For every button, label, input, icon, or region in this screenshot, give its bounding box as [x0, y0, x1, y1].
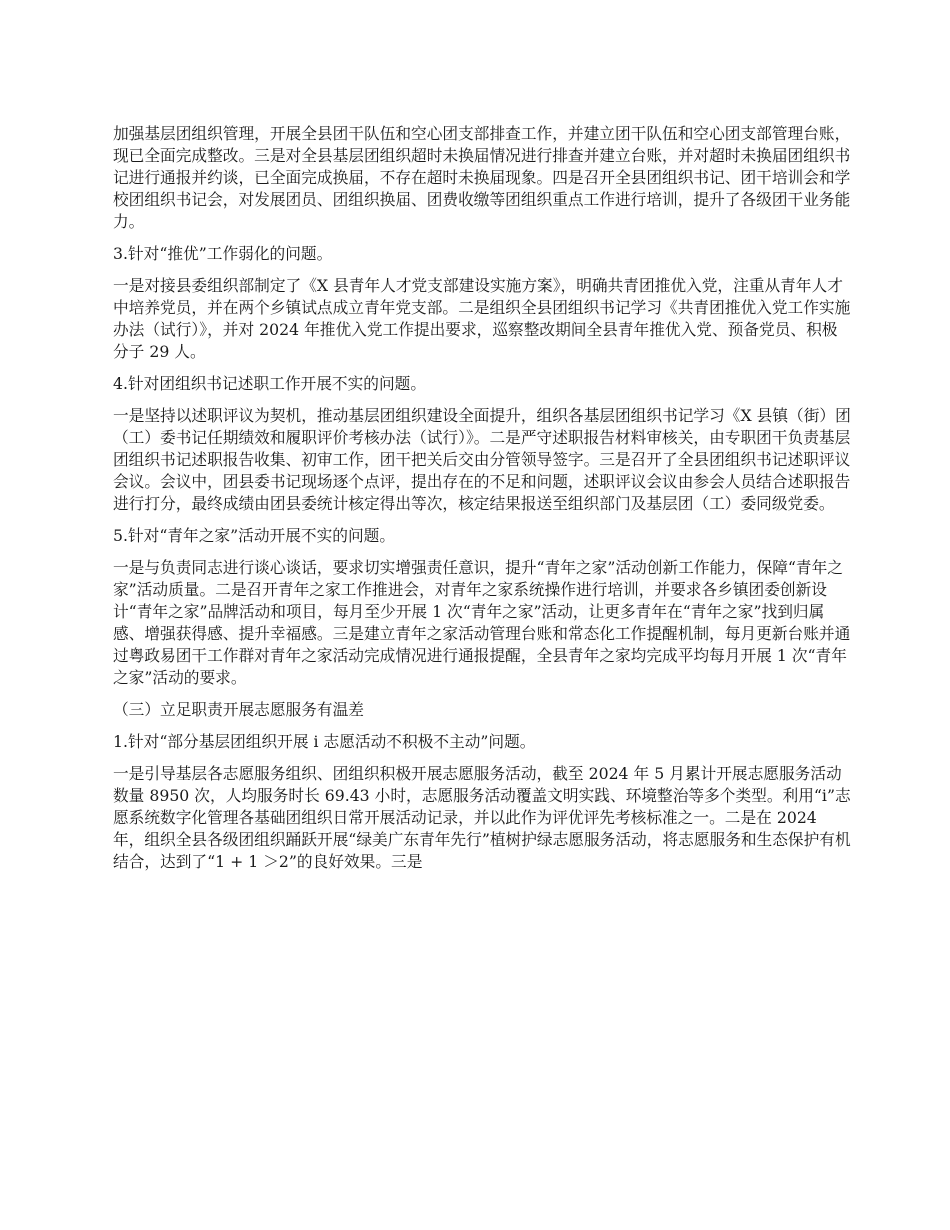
- section-heading-4: 4.针对团组织书记述职工作开展不实的问题。: [113, 374, 427, 393]
- section-heading-5: 5.针对“青年之家”活动开展不实的问题。: [113, 526, 396, 545]
- paragraph-4: 一是与负责同志进行谈心谈话，要求切实增强责任意识，提升“青年之家”活动创新工作能力，保障“青年之家”活动质量。二是召开青年之家工作推进会，对青年之家系统操作进行培训，并要求各乡镇团委创新设计“青年之家”品牌活动和项目，每月至少开展 1 次“青年之家”活动，让更多青年在“青年之家”找到归属感、增强获得感、提升幸福感。三是建立青年之家活动管理台账和常态化工作提醒机制，每月更新台账并通过粤政易团干工作群对青年之家活动完成情况进行通报提醒，全县青年之家均完成平均每月开展 1 次“青年之家”活动的要求。: [113, 558, 851, 687]
- section-heading-3: 3.针对“推优”工作弱化的问题。: [113, 244, 333, 263]
- section-heading-volunteer-1: 1.针对“部分基层团组织开展 i 志愿活动不积极不主动”问题。: [113, 732, 536, 751]
- paragraph-2: 一是对接县委组织部制定了《X 县青年人才党支部建设实施方案》，明确共青团推优入党，注重从青年人才中培养党员，并在两个乡镇试点成立青年党支部。二是组织全县团组织书记学习《共青团推优入党工作实施办法（试行）》，并对 2024 年推优入党工作提出要求，巡察整改期间全县青年推优入党、预备党员、积极分子 29 人。: [113, 276, 851, 361]
- document-page: [113, 123, 851, 883]
- chapter-heading-3: （三）立足职责开展志愿服务有温差: [113, 700, 364, 719]
- paragraph-3: 一是坚持以述职评议为契机，推动基层团组织建设全面提升，组织各基层团组织书记学习《X 县镇（街）团（工）委书记任期绩效和履职评价考核办法（试行）》。二是严守述职报告材料审核关，由专职团干负责基层团组织书记述职报告收集、初审工作，团干把关后交由分管领导签字。三是召开了全县团组织书记述职评议会议。会议中，团县委书记现场逐个点评，提出存在的不足和问题，述职评议会议由参会人员结合述职报告进行打分，最终成绩由团县委统计核定得出等次，核定结果报送至组织部门及基层团（工）委同级党委。: [113, 406, 851, 513]
- paragraph-1: 加强基层团组织管理，开展全县团干队伍和空心团支部排查工作，并建立团干队伍和空心团支部管理台账，现已全面完成整改。三是对全县基层团组织超时未换届情况进行排查并建立台账，并对超时未换届团组织书记进行通报并约谈，已全面完成换届，不存在超时未换届现象。四是召开全县团组织书记、团干培训会和学校团组织书记会，对发展团员、团组织换届、团费收缴等团组织重点工作进行培训，提升了各级团干业务能力。: [113, 124, 851, 231]
- paragraph-5: 一是引导基层各志愿服务组织、团组织积极开展志愿服务活动，截至 2024 年 5 月累计开展志愿服务活动数量 8950 次，人均服务时长 69.43 小时，志愿服务活动覆盖文明实践、环境整治等多个类型。利用“i”志愿系统数字化管理各基础团组织日常开展活动记录，并以此作为评优评先考核标准之一。二是在 2024 年，组织全县各级团组织踊跃开展“绿美广东青年先行”植树护绿志愿服务活动，将志愿服务和生态保护有机结合，达到了“1 + 1 ＞2”的良好效果。三是: [113, 764, 851, 871]
